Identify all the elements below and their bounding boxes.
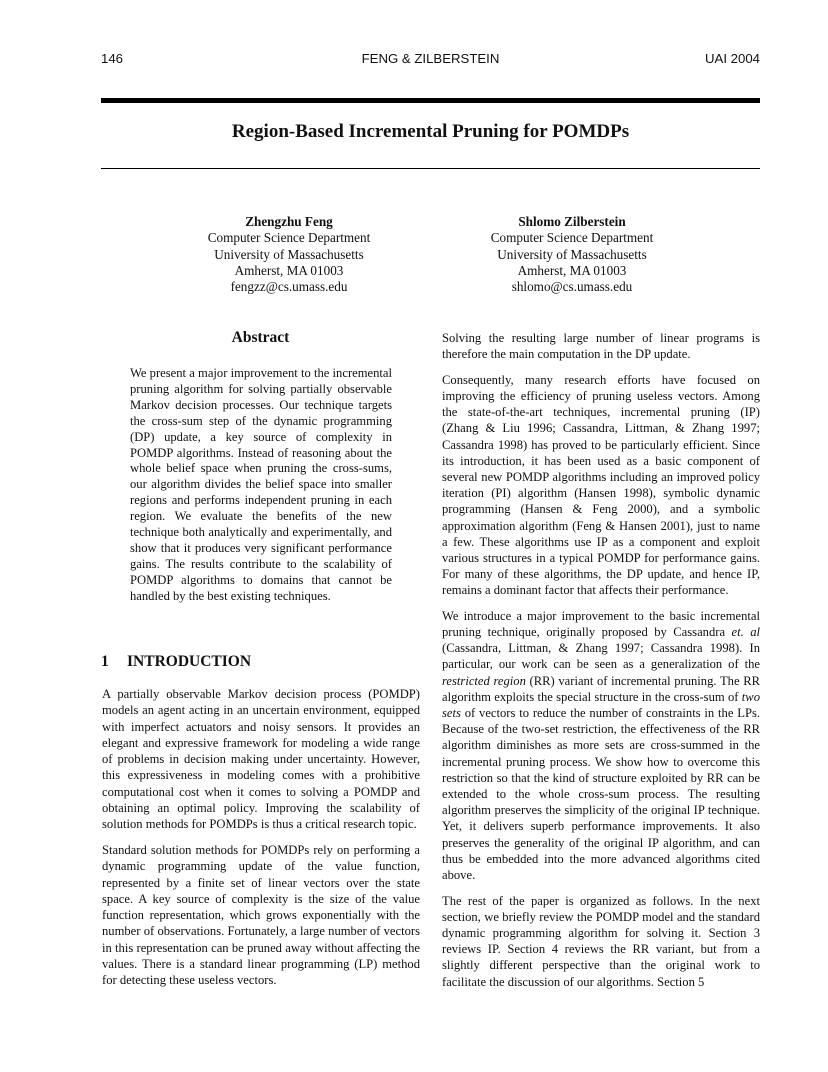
author-department: Computer Science Department [490, 230, 654, 246]
author-email: shlomo@cs.umass.edu [511, 279, 633, 295]
abstract-text: We present a major improvement to the incremental pruning algorithm for solving partially observable Markov decision processes. Our technique targets the cross-sum step of the dynamic programming (DP) update, a key source of complexity in POMDP algorithms. Instead of reasoning about the whole belief space when pruning the cross-sums, our algorithm divides the belief space into smaller regions and performs independent pruning in each region. We evaluate the benefits of the new technique both analytically and experimentally, and show that it produces very significant performance gains. The results contribute to the scalability of POMDP algorithms to domains that cannot be handled by the best existing techniques. [130, 366, 392, 603]
body-paragraph [442, 608, 760, 883]
author-name: Zhengzhu Feng [245, 214, 333, 229]
author-university: University of Massachusetts [497, 246, 647, 262]
right-column [442, 330, 760, 999]
body-paragraph: A partially observable Markov decision process (POMDP) models an agent acting in an uncertain environment, equipped with imperfect actuators and noisy sensors. It provides an elegant and expressive framework for modeling a wide range of problems in decision making under uncertainty. However, this expressiveness in modeling comes with a prohibitive computational cost when it comes to solving a POMDP and obtaining an optimal policy. Improving the scalability of solution methods for POMDPs is thus a critical research topic. [102, 687, 420, 832]
author-address: Amherst, MA 01003 [234, 262, 344, 278]
abstract-heading: Abstract [231, 329, 290, 346]
paragraph-text: of vectors to reduce the number of constraints in the LPs. Because of the two-set restriction, the effectiveness of the RR algorithm diminishes as more sets are cross-summed in the incremental pruning process. We show how to overcome this restriction so that the kind of structure exploited by RR can be extended to the whole cross-sum process. The resulting algorithm preserves the simplicity of the original IP technique. Yet, it delivers superb performance improvements. It also preserves the generality of the original IP algorithm, and can thus be embedded into the more advanced algorithms cited above. [442, 706, 760, 883]
italic-text: two sets [442, 689, 760, 721]
italic-text: et. al [731, 625, 760, 640]
author-university: University of Massachusetts [214, 246, 364, 262]
paragraph-text: (RR) variant of incremental pruning. The RR algorithm exploits the special structure in the cross-sum of [442, 673, 761, 704]
author-block [169, 214, 409, 295]
body-paragraph: Consequently, many research efforts have focused on improving the efficiency of pruning useless vectors. Among the state-of-the-art techniques, incremental pruning (IP) (Zhang & Liu 1996; Cassandra, Littman, & Zhang 1997; Cassandra 1998) has proved to be particularly efficient. Since its introduction, it has been used as a basic component of several new POMDP algorithms including an improved policy iteration (PI) algorithm (Hansen 1998), symbolic dynamic programming (Hansen & Feng 2000), and a symbolic approximation algorithm (Feng & Hansen 2001), just to name a few. These algorithms use IP as a component and exploit various structures in a typical POMDP for performance gains. For many of these algorithms, the DP update, and hence IP, remains a dominant factor that affects their performance. [442, 372, 760, 598]
running-authors: FENG & ZILBERSTEIN [361, 51, 500, 66]
section-title: INTRODUCTION [127, 653, 252, 670]
body-paragraph: Standard solution methods for POMDPs rely on performing a dynamic programming update of the value function, represented by a finite set of linear vectors over the state space. A key source of complexity is the size of the value function representation, which grows exponentially with the number of observations. Fortunately, a large number of vectors in this representation can be pruned away without affecting the values. There is a standard linear programming (LP) method for detecting these useless vectors. [102, 842, 420, 988]
paper-title: Region-Based Incremental Pruning for POMDPs [231, 121, 630, 142]
section-number: 1 [101, 653, 109, 670]
page-number: 146 [101, 51, 124, 66]
body-paragraph: Solving the resulting large number of linear programs is therefore the main computation in the DP update. [442, 331, 760, 362]
left-column [102, 686, 420, 998]
author-name: Shlomo Zilberstein [518, 214, 626, 229]
author-email: fengzz@cs.umass.edu [230, 279, 348, 295]
title-rule-top [101, 98, 760, 103]
title-rule-bottom [101, 168, 760, 169]
author-department: Computer Science Department [207, 230, 371, 246]
running-header [101, 51, 760, 67]
paragraph-text: (Cassandra, Littman, & Zhang 1997; Cassandra 1998). In particular, our work can be seen as a generalization of the [442, 641, 760, 672]
body-paragraph: The rest of the paper is organized as follows. In the next section, we briefly review the POMDP model and the standard dynamic programming algorithm for solving it. Section 3 reviews IP. Section 4 reviews the RR variant, but from a slightly different perspective than the original work to facilitate the discussion of our algorithms. Section 5 [442, 893, 760, 989]
paragraph-text: We introduce a major improvement to the basic incremental pruning technique, originally proposed by Cassandra [442, 608, 760, 640]
italic-text: restricted region [442, 673, 526, 688]
author-address: Amherst, MA 01003 [517, 262, 627, 278]
author-block [452, 214, 692, 295]
section-heading [101, 652, 420, 672]
venue: UAI 2004 [705, 51, 760, 66]
